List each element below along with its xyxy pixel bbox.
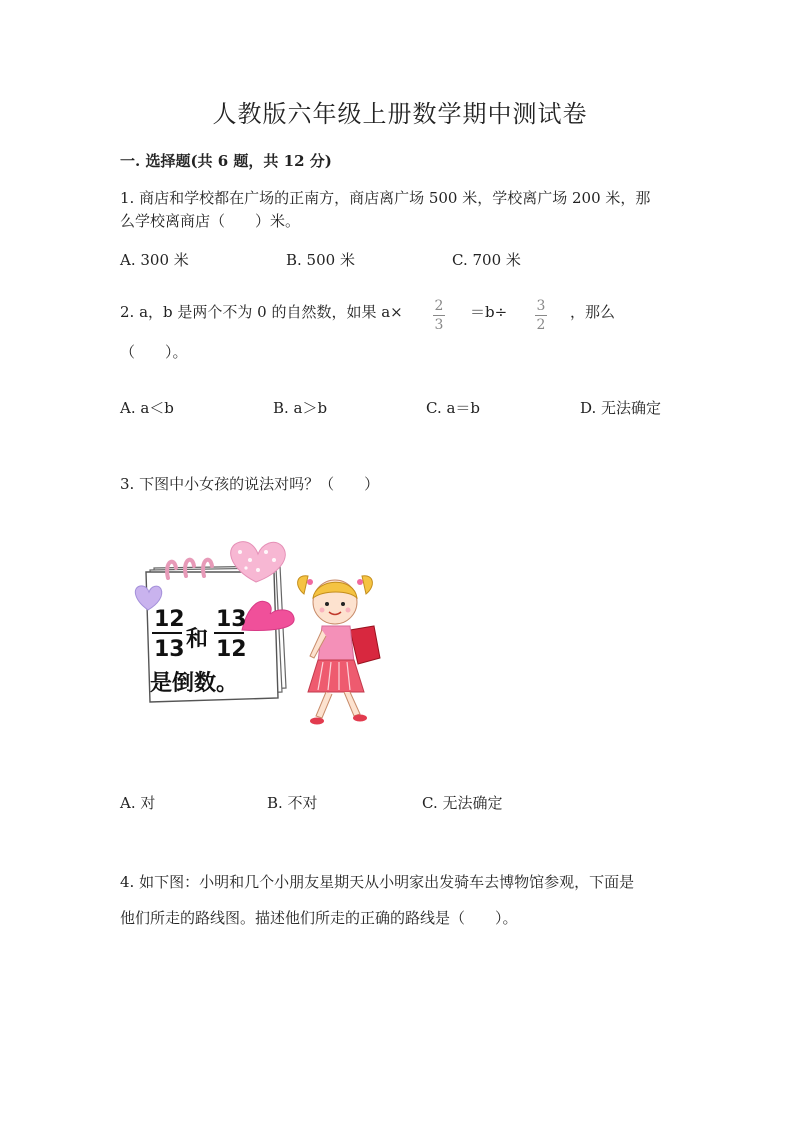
q3-illustration bbox=[128, 538, 394, 734]
section-heading: 一. 选择题(共 6 题，共 12 分) bbox=[120, 152, 332, 170]
q2-fraction-2 bbox=[535, 295, 547, 333]
q2-fraction-1 bbox=[433, 295, 445, 333]
q2-fraction-2-denominator: 2 bbox=[536, 317, 546, 333]
image-tail-text: 是倒数。 bbox=[150, 671, 239, 696]
q3-option-c[interactable]: C. 无法确定 bbox=[422, 794, 503, 812]
q1-option-b[interactable]: B. 500 米 bbox=[286, 251, 355, 269]
q2-option-d[interactable]: D. 无法确定 bbox=[580, 399, 662, 417]
q3-option-a[interactable]: A. 对 bbox=[120, 794, 156, 812]
image-and-label: 和 bbox=[186, 627, 209, 652]
q4-text-line2: 他们所走的路线图。描述他们所走的正确的路线是（ ）。 bbox=[120, 909, 518, 927]
image-fraction-b-denominator: 12 bbox=[216, 637, 247, 662]
q2-text-prefix: 2. a，b 是两个不为 0 的自然数，如果 a× bbox=[120, 303, 403, 321]
girl-figure-icon bbox=[298, 576, 380, 725]
q4-text-line1: 4. 如下图：小明和几个小朋友星期天从小明家出发骑车去博物馆参观，下面是 bbox=[120, 873, 635, 891]
q3-text: 3. 下图中小女孩的说法对吗？（ ） bbox=[120, 475, 380, 493]
q3-option-b[interactable]: B. 不对 bbox=[267, 794, 318, 812]
page-title: 人教版六年级上册数学期中测试卷 bbox=[212, 100, 588, 128]
q2-fraction-1-numerator: 2 bbox=[434, 298, 444, 314]
q1-text-line2: 么学校离商店（ ）米。 bbox=[120, 212, 301, 230]
q2-text-suffix: ，那么 bbox=[570, 303, 616, 321]
image-fraction-a-numerator: 12 bbox=[154, 607, 185, 632]
image-fraction-b-numerator: 13 bbox=[216, 607, 247, 632]
q2-text-line2: （ ）。 bbox=[120, 343, 188, 361]
q1-option-c[interactable]: C. 700 米 bbox=[452, 251, 521, 269]
q2-fraction-1-denominator: 3 bbox=[434, 317, 444, 333]
q2-option-a[interactable]: A. a＜b bbox=[120, 399, 174, 417]
q1-text-line1: 1. 商店和学校都在广场的正南方，商店离广场 500 米，学校离广场 200 米，那 bbox=[120, 189, 651, 207]
q2-option-b[interactable]: B. a＞b bbox=[273, 399, 328, 417]
q2-option-c[interactable]: C. a＝b bbox=[426, 399, 481, 417]
q2-text-middle: ＝b÷ bbox=[470, 303, 508, 321]
image-fraction-a-denominator: 13 bbox=[154, 637, 185, 662]
q2-fraction-2-numerator: 3 bbox=[536, 298, 546, 314]
q1-option-a[interactable]: A. 300 米 bbox=[120, 251, 189, 269]
